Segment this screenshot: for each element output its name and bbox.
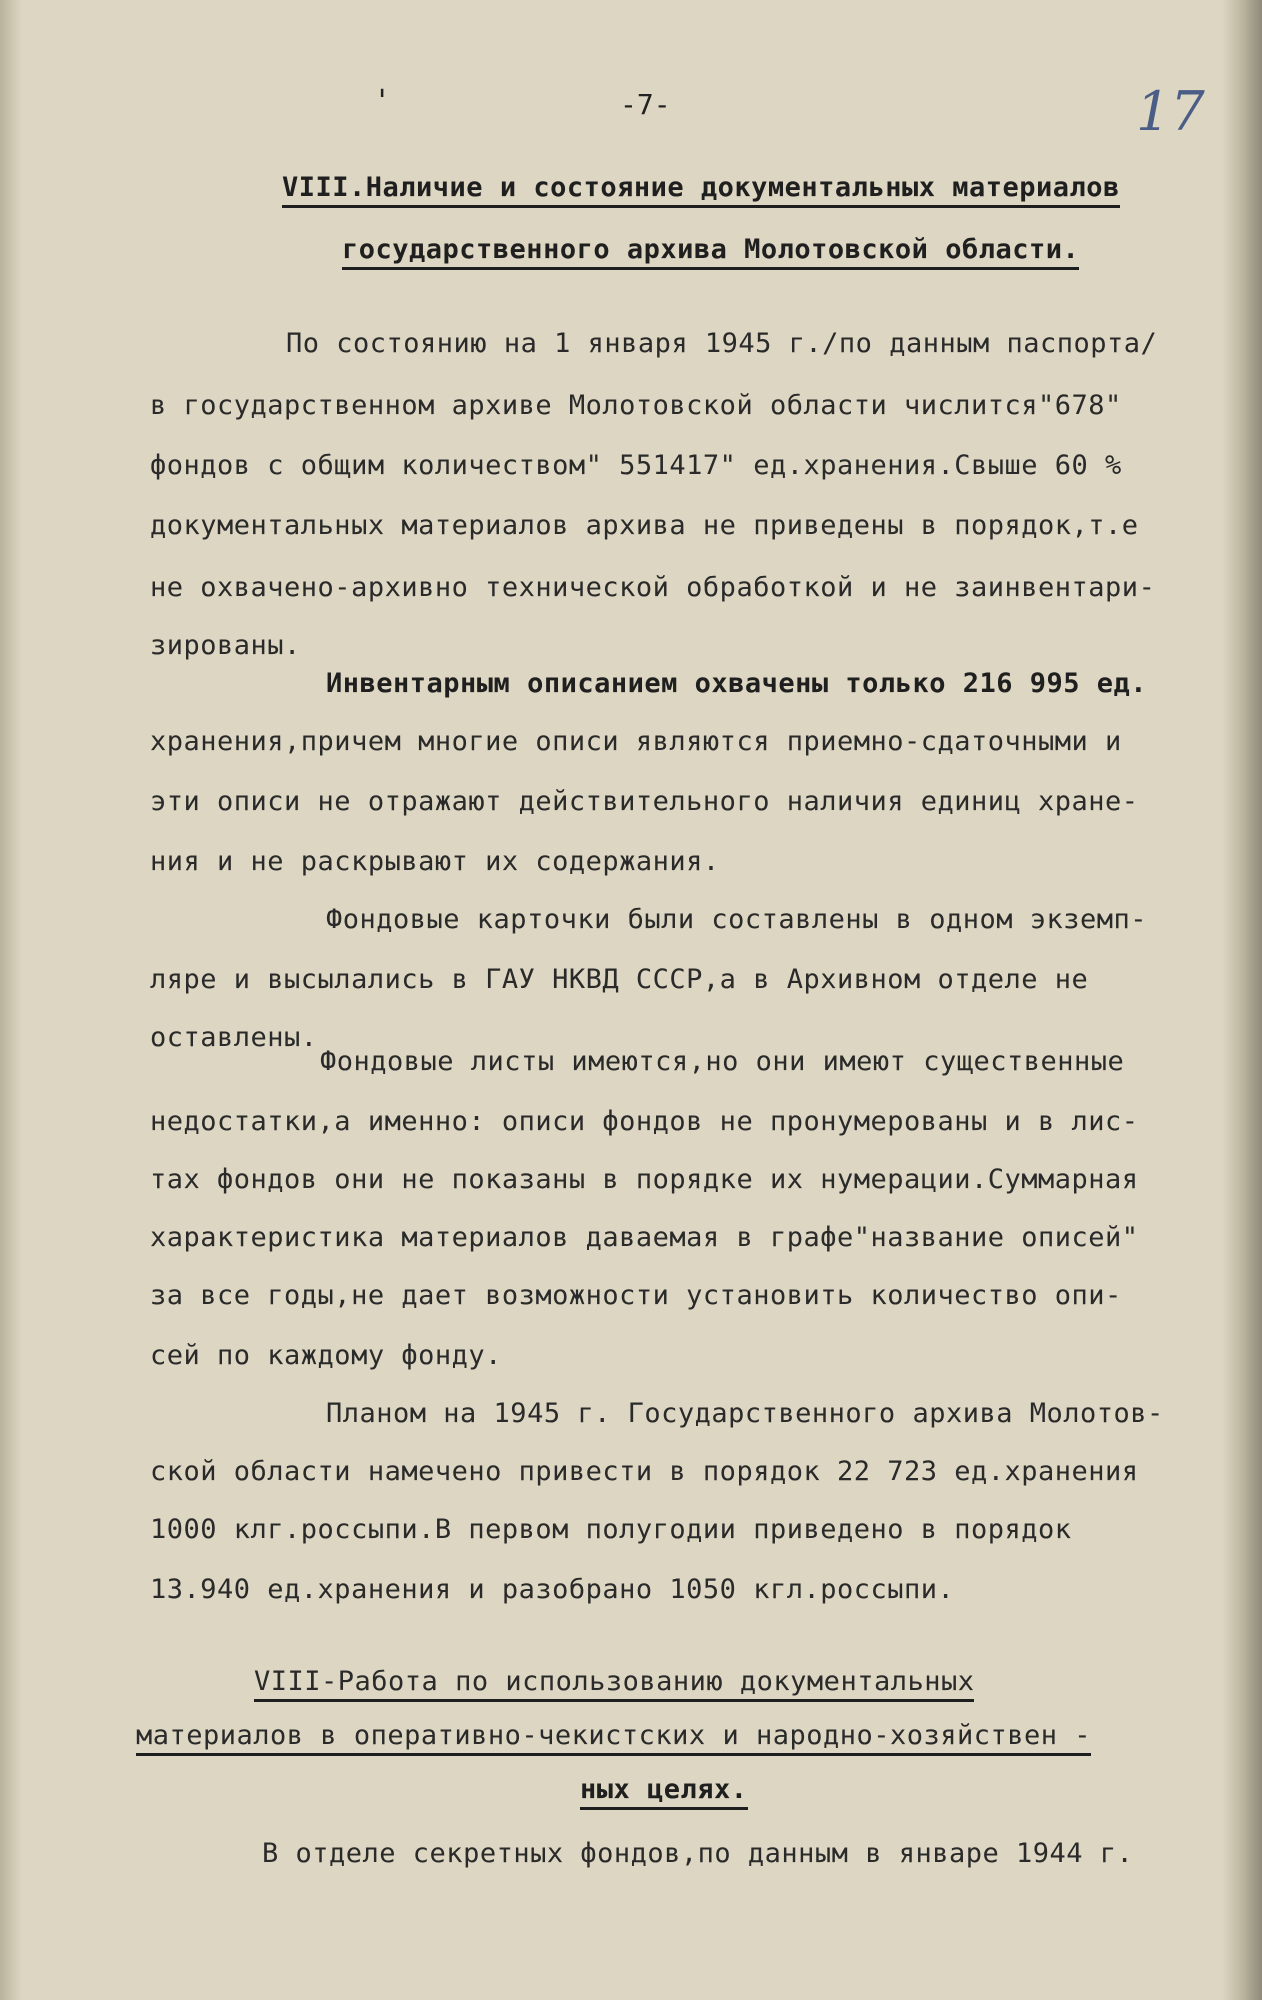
paragraph-line: не охвачено-архивно технической обработкой и не заинвентари- bbox=[150, 572, 1156, 603]
paragraph-line: Планом на 1945 г. Государственного архива Молотов- bbox=[326, 1398, 1164, 1429]
paragraph-line: 1000 клг.россыпи.В первом полугодии приведено в порядок bbox=[150, 1514, 1072, 1545]
paragraph-line: По состоянию на 1 января 1945 г./по данным паспорта/ bbox=[286, 328, 1158, 359]
paragraph-line: хранения,причем многие описи являются приемно-сдаточными и bbox=[150, 726, 1122, 757]
paragraph-line: В отделе секретных фондов,по данным в январе 1944 г. bbox=[262, 1838, 1134, 1869]
heading-text: VIII-Работа по использованию документальных bbox=[254, 1666, 974, 1702]
paragraph-line: характеристика материалов даваемая в графе"название описей" bbox=[150, 1222, 1139, 1253]
paragraph-line: тах фондов они не показаны в порядке их нумерации.Суммарная bbox=[150, 1164, 1139, 1195]
section-heading-line bbox=[580, 1774, 748, 1805]
heading-text: VIII.Наличие и состояние документальных материалов bbox=[282, 172, 1120, 208]
paper-left-edge bbox=[0, 0, 22, 2000]
section-heading-line bbox=[254, 1666, 974, 1697]
paper-right-edge bbox=[1222, 0, 1262, 2000]
page-number: -7- bbox=[620, 88, 671, 121]
section-heading-line bbox=[136, 1720, 1091, 1751]
paragraph-line: ской области намечено привести в порядок 22 723 ед.хранения bbox=[150, 1456, 1139, 1487]
heading-text: материалов в оперативно-чекистских и народно-хозяйствен - bbox=[136, 1720, 1091, 1756]
paragraph-line: недостатки,а именно: описи фондов не пронумерованы и в лис- bbox=[150, 1106, 1139, 1137]
paragraph-line: ляре и высылались в ГАУ НКВД СССР,а в Архивном отделе не bbox=[150, 964, 1089, 995]
section-heading-line bbox=[342, 234, 1079, 265]
paragraph-line: эти описи не отражают действительного наличия единиц хране- bbox=[150, 786, 1139, 817]
heading-text: ных целях. bbox=[580, 1774, 748, 1810]
paragraph-line: за все годы,не дает возможности установить количество опи- bbox=[150, 1280, 1122, 1311]
paragraph-line: Инвентарным описанием охвачены только 216 995 ед. bbox=[326, 668, 1148, 699]
paragraph-line: документальных материалов архива не приведены в порядок,т.е bbox=[150, 510, 1139, 541]
tick-mark: ' bbox=[378, 84, 387, 119]
paragraph-line: зированы. bbox=[150, 630, 301, 661]
paragraph-line: ния и не раскрывают их содержания. bbox=[150, 846, 720, 877]
paragraph-line: фондов с общим количеством" 551417" ед.хранения.Свыше 60 % bbox=[150, 450, 1122, 481]
paragraph-line: 13.940 ед.хранения и разобрано 1050 кгл.россыпи. bbox=[150, 1574, 955, 1605]
paragraph-line: сей по каждому фонду. bbox=[150, 1340, 502, 1371]
section-heading-line bbox=[282, 172, 1120, 203]
paragraph-line: оставлены. bbox=[150, 1022, 318, 1053]
heading-text: государственного архива Молотовской области. bbox=[342, 234, 1079, 270]
paragraph-line: в государственном архиве Молотовской области числится"678" bbox=[150, 390, 1122, 421]
paragraph-line: Фондовые карточки были составлены в одном экземп- bbox=[326, 904, 1148, 935]
handwritten-sheet-number: 17 bbox=[1136, 80, 1205, 143]
paragraph-line: Фондовые листы имеются,но они имеют существенные bbox=[320, 1046, 1125, 1077]
